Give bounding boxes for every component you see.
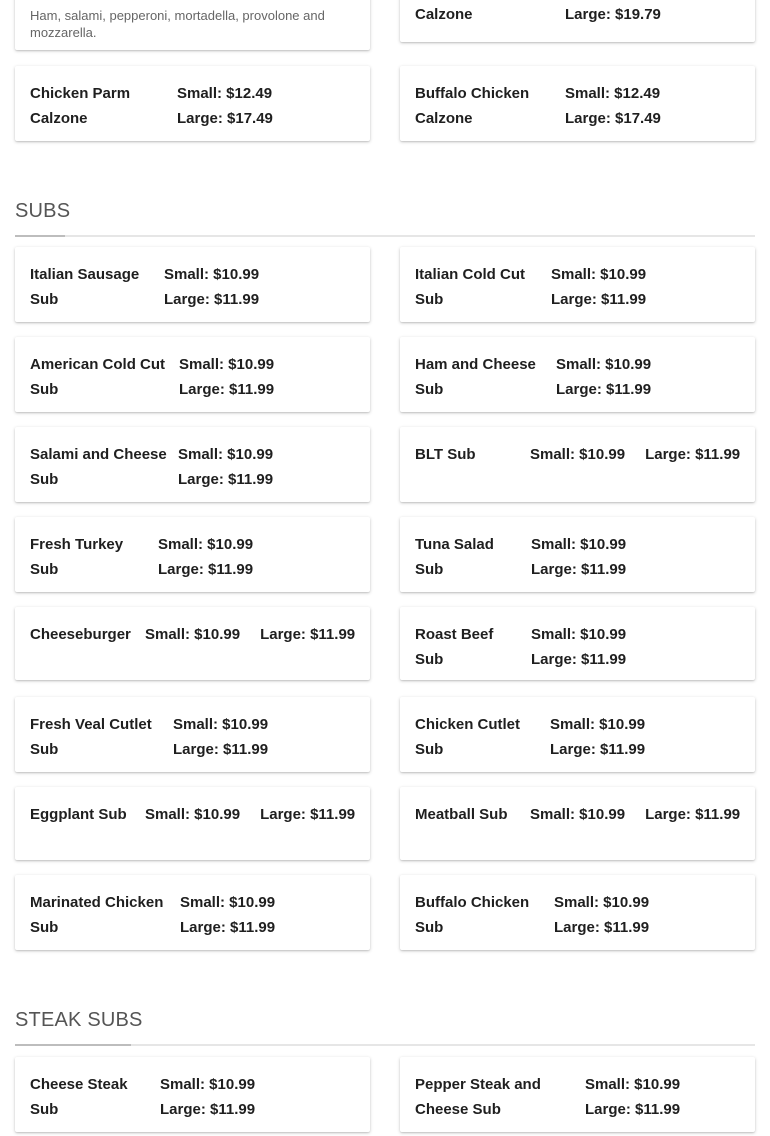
menu-item-name: Salami and Cheese xyxy=(30,446,167,463)
menu-item-name: Chicken Parm xyxy=(30,85,131,102)
menu-item-small-price: Small: $10.99 xyxy=(158,536,254,553)
menu-item-large-price: Large: $11.99 xyxy=(531,561,627,578)
menu-item-small-price: Small: $12.49 xyxy=(565,85,661,102)
menu-item-small-price: Small: $10.99 xyxy=(179,356,275,373)
menu-item-small-price: Small: $10.99 xyxy=(530,806,626,823)
menu-item-small-price: Small: $10.99 xyxy=(145,806,241,823)
menu-item-large-price: Large: $11.99 xyxy=(179,381,275,398)
menu-item-large-price: Large: $11.99 xyxy=(531,651,627,668)
menu-item-card[interactable] xyxy=(400,427,755,502)
menu-item-card[interactable] xyxy=(15,875,370,950)
menu-item-name: Cheese Steak xyxy=(30,1076,128,1093)
menu-item-name-cont: Calzone xyxy=(30,110,88,127)
menu-item-name: Italian Sausage xyxy=(30,266,140,283)
menu-item-card[interactable] xyxy=(15,787,370,860)
menu-item-card[interactable] xyxy=(400,607,755,680)
menu-item-name: BLT Sub xyxy=(415,446,476,463)
menu-item-name-cont: Sub xyxy=(30,1101,59,1118)
menu-item-small-price: Small: $10.99 xyxy=(585,1076,681,1093)
menu-item-name-cont: Sub xyxy=(415,561,444,578)
menu-item-card[interactable] xyxy=(400,697,755,772)
menu-item-name: Fresh Turkey xyxy=(30,536,124,553)
menu-item-card[interactable] xyxy=(400,787,755,860)
menu-item-name-cont: Sub xyxy=(30,381,59,398)
menu-item-small-price: Small: $10.99 xyxy=(531,626,627,643)
menu-item-name: Ham and Cheese xyxy=(415,356,536,373)
menu-item-name-cont: Sub xyxy=(415,919,444,936)
section-divider xyxy=(15,1044,755,1046)
section-title-subs: SUBS xyxy=(15,200,71,222)
menu-item-card[interactable] xyxy=(400,1057,755,1132)
menu-item-description: Ham, salami, pepperoni, mortadella, provolone and mozzarella. xyxy=(30,8,325,40)
menu-item-card[interactable] xyxy=(15,697,370,772)
menu-item-small-price: Small: $10.99 xyxy=(531,536,627,553)
menu-item-name-cont: Sub xyxy=(30,291,59,308)
menu-item-name-cont: Sub xyxy=(30,741,59,758)
menu-item-small-price: Small: $10.99 xyxy=(530,446,626,463)
menu-item-name: Buffalo Chicken xyxy=(415,85,530,102)
menu-item-name: Pepper Steak and xyxy=(415,1076,541,1093)
section-divider xyxy=(15,235,755,237)
menu-item-large-price: Large: $11.99 xyxy=(551,291,647,308)
menu-item-card[interactable] xyxy=(15,607,370,680)
menu-item-name: Eggplant Sub xyxy=(30,806,127,823)
menu-item-large-price: Large: $11.99 xyxy=(178,471,274,488)
menu-item-name-cont: Sub xyxy=(30,919,59,936)
menu-item-name: Cheeseburger xyxy=(30,626,131,643)
menu-item-card[interactable] xyxy=(400,247,755,322)
menu-item-name: American Cold Cut xyxy=(30,356,166,373)
menu-item-name-cont: Calzone xyxy=(415,110,473,127)
menu-item-large-price: Large: $11.99 xyxy=(585,1101,681,1118)
menu-item-card[interactable] xyxy=(15,66,370,141)
menu-item-small-price: Small: $10.99 xyxy=(556,356,652,373)
menu-item-card[interactable] xyxy=(15,517,370,592)
menu-item-card[interactable] xyxy=(15,247,370,322)
menu-item-card[interactable] xyxy=(15,427,370,502)
menu-item-card[interactable] xyxy=(400,517,755,592)
menu-item-small-price: Small: $10.99 xyxy=(178,446,274,463)
menu-item-name: Roast Beef xyxy=(415,626,494,643)
menu-item-name-cont: Sub xyxy=(30,471,59,488)
menu-item-large-price: Large: $11.99 xyxy=(260,806,356,823)
menu-item-name-cont: Cheese Sub xyxy=(415,1101,501,1118)
menu-item-large-price: Large: $11.99 xyxy=(554,919,650,936)
menu-item-card[interactable] xyxy=(400,337,755,412)
menu-item-name-cont: Sub xyxy=(415,381,444,398)
menu-item-card[interactable] xyxy=(400,66,755,141)
menu-item-card[interactable] xyxy=(400,875,755,950)
menu-item-large-price: Large: $11.99 xyxy=(173,741,269,758)
menu-item-large-price: Large: $11.99 xyxy=(556,381,652,398)
menu-item-small-price: Small: $10.99 xyxy=(554,894,650,911)
menu-item-name: Marinated Chicken xyxy=(30,894,164,911)
menu-item-large-price: Large: $11.99 xyxy=(645,446,741,463)
menu-item-large-price: Large: $17.49 xyxy=(177,110,273,127)
menu-item-large-price: Large: $11.99 xyxy=(645,806,741,823)
menu-item-large-price: Large: $17.49 xyxy=(565,110,661,127)
menu-item-card[interactable] xyxy=(15,0,370,50)
menu-item-name: Buffalo Chicken xyxy=(415,894,530,911)
menu-item-card[interactable] xyxy=(15,337,370,412)
menu-item-name: Calzone xyxy=(415,6,473,23)
menu-item-small-price: Small: $10.99 xyxy=(180,894,276,911)
menu-item-large-price: Large: $11.99 xyxy=(160,1101,256,1118)
menu-item-small-price: Small: $10.99 xyxy=(164,266,260,283)
menu-item-name: Italian Cold Cut xyxy=(415,266,525,283)
menu-item-name: Tuna Salad xyxy=(415,536,494,553)
menu-item-card[interactable] xyxy=(15,1057,370,1132)
menu-item-large-price: Large: $11.99 xyxy=(164,291,260,308)
menu-item-large-price: Large: $11.99 xyxy=(180,919,276,936)
menu-item-small-price: Small: $10.99 xyxy=(551,266,647,283)
menu-item-name: Meatball Sub xyxy=(415,806,508,823)
menu-item-large-price: Large: $11.99 xyxy=(158,561,254,578)
menu-item-name: Fresh Veal Cutlet xyxy=(30,716,152,733)
menu-item-small-price: Small: $10.99 xyxy=(145,626,241,643)
menu-item-name-cont: Sub xyxy=(415,651,444,668)
menu-item-card[interactable] xyxy=(400,0,755,42)
menu-item-small-price: Small: $10.99 xyxy=(160,1076,256,1093)
menu-item-name-cont: Sub xyxy=(30,561,59,578)
menu-item-name: Chicken Cutlet xyxy=(415,716,521,733)
menu-item-small-price: Small: $10.99 xyxy=(550,716,646,733)
menu-item-small-price: Small: $12.49 xyxy=(177,85,273,102)
menu-item-large-price: Large: $11.99 xyxy=(260,626,356,643)
menu-item-small-price: Small: $10.99 xyxy=(173,716,269,733)
menu-item-large-price: Large: $11.99 xyxy=(550,741,646,758)
menu-item-name-cont: Sub xyxy=(415,291,444,308)
menu-item-name-cont: Sub xyxy=(415,741,444,758)
menu-item-large-price: Large: $19.79 xyxy=(565,6,661,23)
section-title-steak-subs: STEAK SUBS xyxy=(15,1009,143,1031)
